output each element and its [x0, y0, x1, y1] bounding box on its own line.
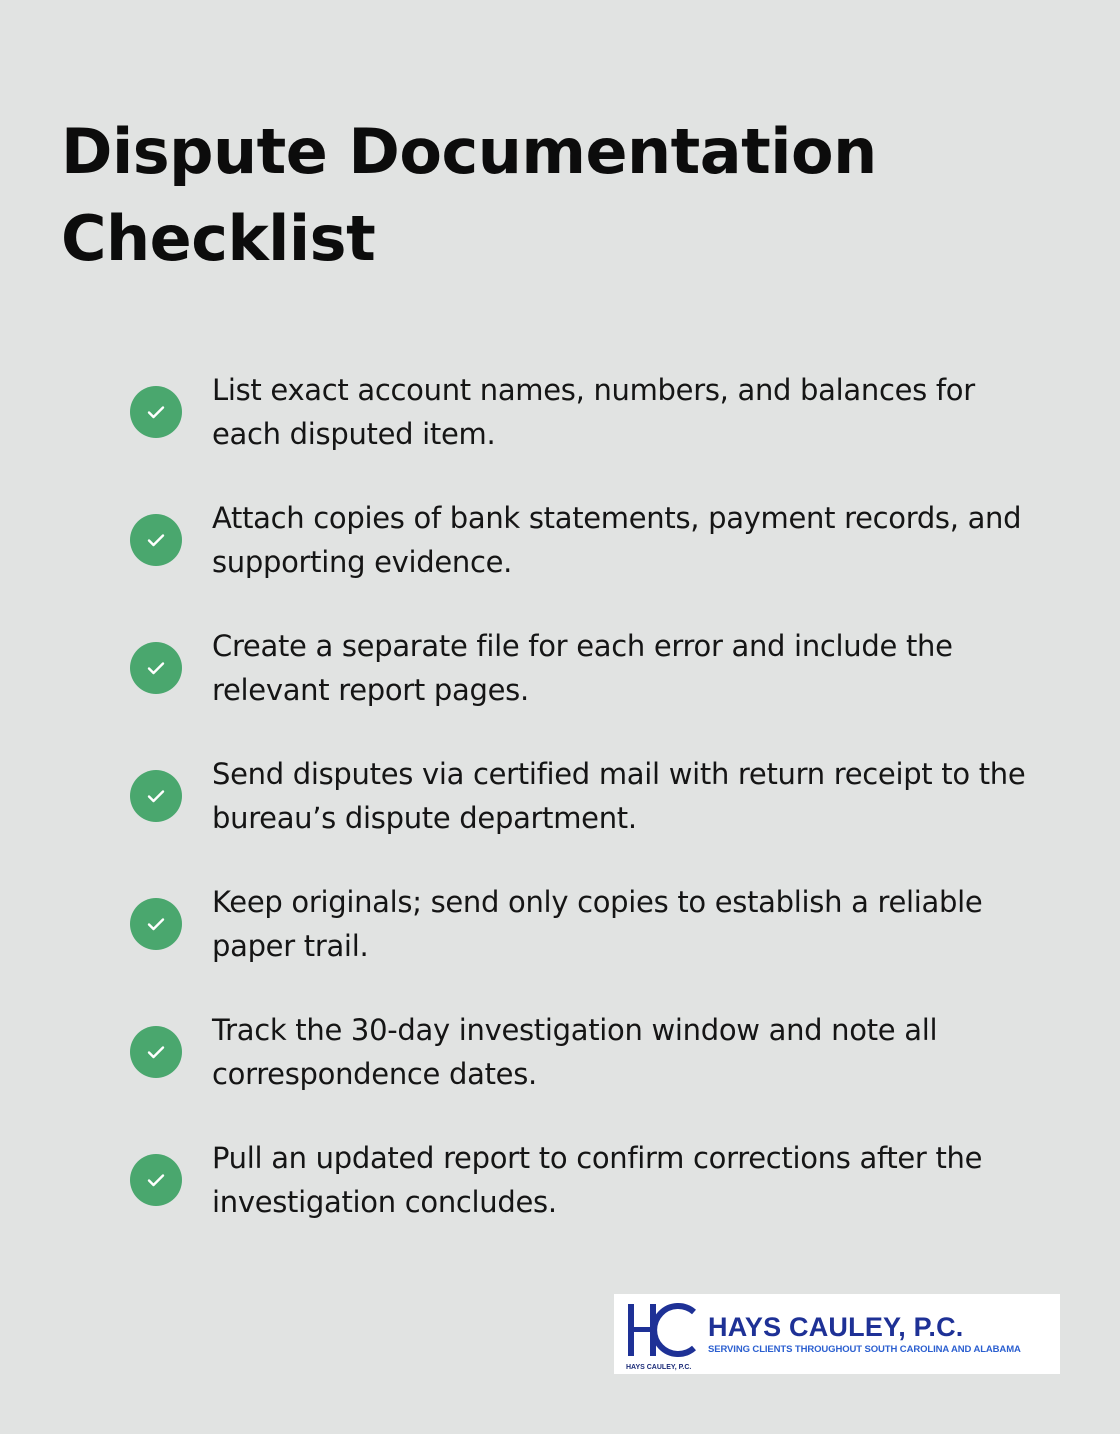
checklist-item-text: Attach copies of bank statements, payment records, and supporting evidence. [212, 501, 1022, 579]
checklist-item [130, 880, 1050, 1008]
firm-logo [614, 1294, 1060, 1374]
page-title [61, 108, 961, 282]
checklist-item [130, 496, 1050, 624]
hc-monogram-icon [624, 1298, 698, 1362]
checklist-item-text: Send disputes via certified mail with return receipt to the bureau’s dispute department. [212, 757, 1026, 835]
check-icon [130, 770, 182, 822]
logo-firm-name: HAYS CAULEY, P.C. [708, 1312, 964, 1342]
checklist-item-text: Keep originals; send only copies to establish a reliable paper trail. [212, 885, 983, 963]
checklist [130, 368, 1050, 1264]
check-icon [130, 642, 182, 694]
page-title-line-2: Checklist [61, 202, 376, 275]
checklist-item [130, 1136, 1050, 1264]
check-icon [130, 898, 182, 950]
check-icon [130, 514, 182, 566]
check-icon [130, 386, 182, 438]
checklist-item-text: Track the 30-day investigation window and note all correspondence dates. [212, 1013, 938, 1091]
check-icon [130, 1026, 182, 1078]
checklist-item-text: Pull an updated report to confirm corrections after the investigation concludes. [212, 1141, 983, 1219]
page-title-line-1: Dispute Documentation [61, 115, 877, 188]
checklist-item [130, 1008, 1050, 1136]
checklist-item [130, 752, 1050, 880]
checklist-item [130, 624, 1050, 752]
logo-small-text: HAYS CAULEY, P.C. [626, 1364, 692, 1371]
checklist-item-text: List exact account names, numbers, and balances for each disputed item. [212, 373, 975, 451]
check-icon [130, 1154, 182, 1206]
checklist-item-text: Create a separate file for each error and include the relevant report pages. [212, 629, 953, 707]
logo-tagline: SERVING CLIENTS THROUGHOUT SOUTH CAROLINA AND ALABAMA [708, 1344, 1021, 1355]
checklist-item [130, 368, 1050, 496]
